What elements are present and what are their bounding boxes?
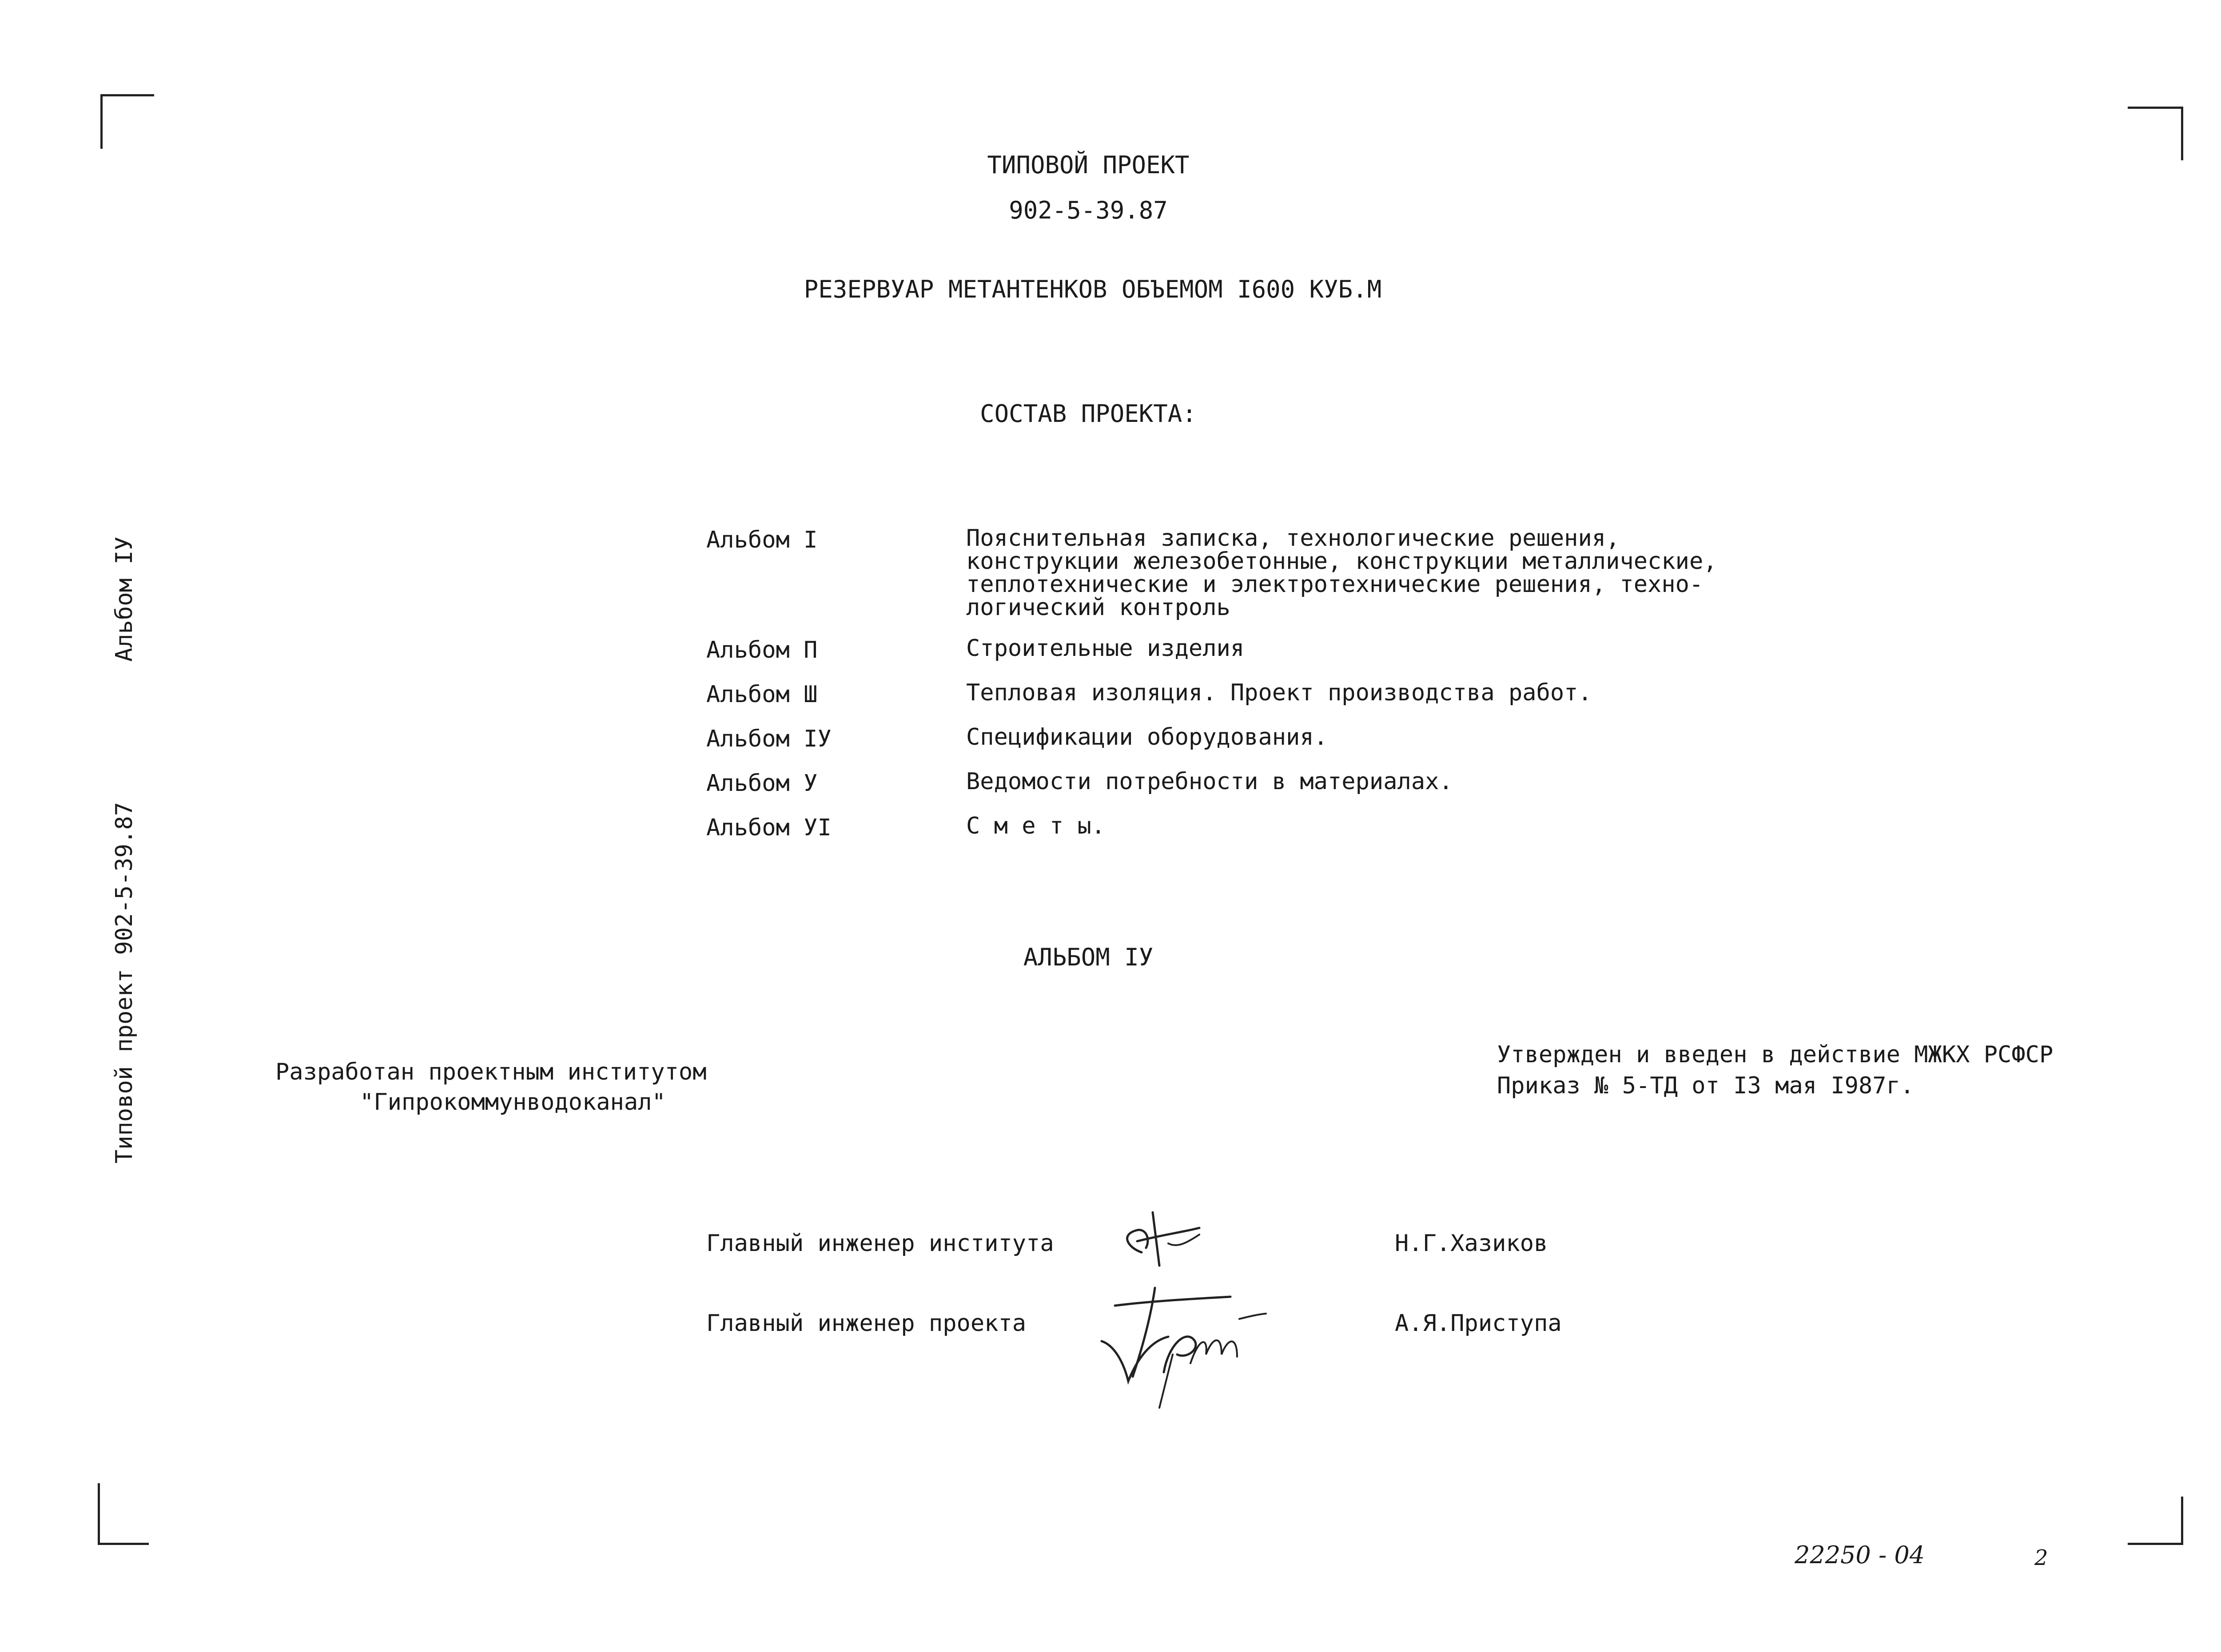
album-label: Альбом Ш [706, 681, 818, 708]
composition-heading: СОСТАВ ПРОЕКТА: [980, 400, 1197, 428]
signature-name: Н.Г.Хазиков [1395, 1230, 1548, 1257]
developer-block [275, 1057, 808, 1117]
album-row [706, 637, 1772, 663]
approval-order: Приказ № 5-ТД от I3 мая I987г. [1497, 1072, 1915, 1099]
corner-mark-top-left [100, 94, 154, 149]
project-type-heading: ТИПОВОЙ ПРОЕКТ [987, 151, 1190, 179]
developer-institute: "Гипрокоммунводоканал" [360, 1089, 666, 1116]
page-number: 2 [2034, 1545, 2048, 1570]
album-label: Альбом I [706, 527, 818, 553]
album-label: Альбом УI [706, 814, 832, 841]
album-description: Спецификации оборудования. [966, 724, 1328, 751]
approval-line: Утвержден и введен в действие МЖКХ РСФСР [1497, 1041, 2054, 1068]
album-description: Тепловая изоляция. Проект производства работ. [966, 679, 1592, 706]
side-margin-album: Альбом IУ [111, 536, 138, 662]
album-label: Альбом У [706, 770, 818, 797]
signature-role: Главный инженер института [706, 1230, 1054, 1257]
corner-mark-bottom-left [98, 1483, 149, 1545]
album-row [706, 814, 1772, 841]
current-album-heading: АЛЬБОМ IУ [1023, 943, 1154, 971]
developer-line: Разработан проектным институтом [275, 1059, 707, 1085]
project-number: 902-5-39.87 [1009, 196, 1168, 224]
album-row [706, 527, 1772, 619]
corner-mark-bottom-right [2128, 1497, 2183, 1545]
handwritten-signature-1 [1110, 1199, 1226, 1270]
album-row [706, 681, 1772, 708]
handwritten-signature-2 [1088, 1279, 1293, 1412]
album-label: Альбом IУ [706, 726, 832, 752]
inventory-code: 22250 - 04 [1795, 1541, 1925, 1569]
album-label: Альбом П [706, 637, 818, 663]
album-description: Ведомости потребности в материалах. [966, 768, 1453, 795]
album-description: Строительные изделия [966, 635, 1245, 662]
album-list [706, 527, 1772, 859]
album-row [706, 726, 1772, 752]
signature-role: Главный инженер проекта [706, 1310, 1027, 1337]
album-row [706, 770, 1772, 797]
album-description: С м е т ы. [966, 813, 1106, 839]
side-margin-project: Типовой проект 902-5-39.87 [111, 802, 138, 1164]
corner-mark-top-right [2128, 107, 2183, 160]
project-title: РЕЗЕРВУАР МЕТАНТЕНКОВ ОБЪЕМОМ I600 КУБ.М [804, 275, 1382, 303]
signature-name: А.Я.Приступа [1395, 1310, 1562, 1337]
approval-block [1497, 1039, 2110, 1101]
album-description: Пояснительная записка, технологические решения, конструкции железобетонные, конструкции металлические, теплотехнические и электротехнические решения, техно- логический контроль [966, 525, 1717, 621]
